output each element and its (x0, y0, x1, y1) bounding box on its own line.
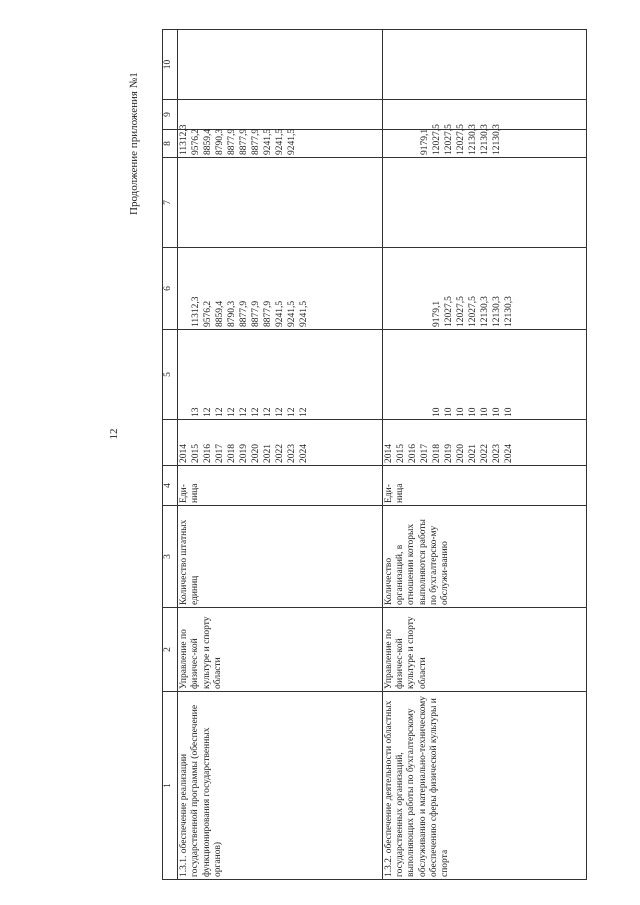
row1-col1: 1.3.1. обеспечение реализации государственной программы (обеспечение функционирования государственных органов) (178, 692, 383, 880)
cell-line: 8877,9 (263, 300, 273, 327)
cell-line: 10 (443, 407, 454, 417)
cell-line: 10 (479, 407, 490, 417)
row1-years (178, 420, 383, 466)
cell-line: 8877,9 (251, 300, 261, 327)
cell-line: 12130,3 (479, 296, 490, 327)
cell-line: 2017 (419, 444, 430, 463)
col-header-1: 1 (163, 692, 178, 880)
col-header-7: 7 (163, 158, 178, 248)
row1-col9 (178, 100, 383, 130)
row2-col1: 1.3.2. обеспечение деятельности областных государственных организаций, выполняющих работы по бухгалтерскому обслуживанию и материально-техническому обеспечению сферы физической культуры и спорта (382, 692, 587, 880)
cell-line: 12027,5 (443, 296, 454, 327)
cell-line: 8877,9 (239, 300, 249, 327)
cell-line: 2024 (503, 444, 514, 463)
cell-line: 12 (215, 407, 225, 417)
cell-line: 2016 (407, 444, 418, 463)
cell-line (396, 132, 408, 155)
cell-line (408, 332, 420, 417)
cell-line: 2018 (431, 444, 442, 463)
table-row (178, 30, 383, 880)
cell-line: 9576,2 (203, 300, 213, 327)
col-header-5: 5 (163, 330, 178, 420)
cell-line: 8790,3 (227, 300, 237, 327)
cell-line: 12 (287, 407, 297, 417)
cell-line: 12 (299, 407, 309, 417)
cell-line: 2021 (263, 444, 273, 463)
cell-line: 12 (227, 407, 237, 417)
row2-col10 (382, 30, 587, 100)
row1-col6 (178, 248, 383, 330)
cell-line: 12 (203, 407, 213, 417)
table-row (382, 30, 587, 880)
cell-line: 12130,3 (491, 124, 502, 155)
cell-line: 8859,4 (203, 128, 213, 155)
cell-line: 12027,5 (443, 124, 454, 155)
cell-line: 9241,5 (275, 128, 285, 155)
cell-line: 13 (191, 407, 201, 417)
cell-line: 11312,3 (191, 296, 201, 327)
cell-line: 2018 (227, 444, 237, 463)
cell-line: 12 (275, 407, 285, 417)
cell-line (420, 250, 432, 327)
cell-line: 12 (251, 407, 261, 417)
cell-line: 12 (239, 407, 249, 417)
row1-col10 (178, 30, 383, 100)
cell-line: 2015 (395, 444, 406, 463)
cell-line: 12130,3 (479, 124, 490, 155)
cell-line: 9241,5 (287, 128, 297, 155)
cell-line: 9241,5 (287, 300, 297, 327)
row1-col2: Управление по физичес-кой культуре и спорту области (178, 608, 383, 692)
cell-line (396, 332, 408, 417)
cell-line (504, 132, 516, 155)
cell-line: 8877,9 (251, 128, 261, 155)
col-header-2: 2 (163, 608, 178, 692)
cell-line (299, 132, 311, 155)
cell-line (384, 132, 396, 155)
col-header-6: 6 (163, 248, 178, 330)
cell-line: 2019 (239, 444, 249, 463)
row1-col8 (178, 124, 383, 158)
cell-line (384, 250, 396, 327)
cell-line: 9179,1 (419, 128, 430, 155)
cell-line: 12130,3 (503, 296, 514, 327)
header-row (163, 30, 178, 880)
cell-line (408, 250, 420, 327)
cell-line: 2016 (203, 444, 213, 463)
cell-line (420, 332, 432, 417)
cell-line: 8877,9 (239, 128, 249, 155)
row2-col4: Еди-ница (382, 466, 587, 506)
row2-col2: Управление по физичес-кой культуре и спорту области (382, 608, 587, 692)
cell-line: 12 (263, 407, 273, 417)
cell-line: 8790,3 (215, 128, 225, 155)
cell-line: 12130,3 (467, 124, 478, 155)
cell-line: 12027,5 (431, 124, 442, 155)
cell-line: 12027,5 (467, 296, 478, 327)
cell-line: 10 (503, 407, 514, 417)
cell-line: 2019 (443, 444, 454, 463)
row2-col6 (382, 248, 587, 330)
cell-line: 10 (491, 407, 502, 417)
cell-line: 2014 (383, 444, 394, 463)
cell-line: 11312,3 (179, 124, 189, 155)
row1-col4: Еди-ница (178, 466, 383, 506)
cell-line: 2017 (215, 444, 225, 463)
cell-line: 9241,5 (275, 300, 285, 327)
cell-line: 2022 (275, 444, 285, 463)
row1-col3: Количество штатных единиц (178, 506, 383, 608)
cell-line: 9241,5 (263, 128, 273, 155)
cell-line: 2022 (479, 444, 490, 463)
page-number: 12 (108, 428, 120, 440)
row1-col5 (178, 330, 383, 420)
row2-col7 (382, 158, 587, 248)
cell-line: 2023 (287, 444, 297, 463)
appendix-caption: Продолжение приложения №1 (128, 72, 140, 215)
row2-col8 (382, 124, 587, 158)
program-table (162, 29, 587, 880)
row1-col7 (178, 158, 383, 248)
cell-line: 2020 (455, 444, 466, 463)
cell-line: 10 (431, 407, 442, 417)
cell-line: 10 (467, 407, 478, 417)
cell-line: 2014 (179, 444, 189, 463)
cell-line (179, 332, 191, 417)
cell-line: 2024 (299, 444, 309, 463)
cell-line: 12130,3 (491, 296, 502, 327)
row2-years (382, 420, 587, 466)
cell-line (179, 250, 191, 327)
cell-line: 2023 (491, 444, 502, 463)
cell-line: 9576,2 (191, 128, 201, 155)
cell-line (384, 332, 396, 417)
col-header-10: 10 (163, 30, 178, 100)
cell-line: 2021 (467, 444, 478, 463)
col-header-8: 8 (163, 130, 178, 158)
cell-line (408, 132, 420, 155)
cell-line: 12027,5 (455, 296, 466, 327)
cell-line: 9241,5 (299, 300, 309, 327)
cell-line: 8877,9 (227, 128, 237, 155)
row2-col3: Количество организаций, в отношении которых выполняются работы по бухгалтерско-му обслужи-ванию (382, 506, 587, 608)
cell-line: 2015 (191, 444, 201, 463)
cell-line: 2020 (251, 444, 261, 463)
col-header-3: 3 (163, 506, 178, 608)
col-header-year (163, 420, 178, 466)
cell-line: 8859,4 (215, 300, 225, 327)
col-header-4: 4 (163, 466, 178, 506)
cell-line (396, 250, 408, 327)
cell-line: 9179,1 (431, 300, 442, 327)
rotated-table-container (162, 30, 587, 880)
cell-line: 12027,5 (455, 124, 466, 155)
col-header-9: 9 (163, 100, 178, 130)
row2-col5 (382, 330, 587, 420)
cell-line: 10 (455, 407, 466, 417)
